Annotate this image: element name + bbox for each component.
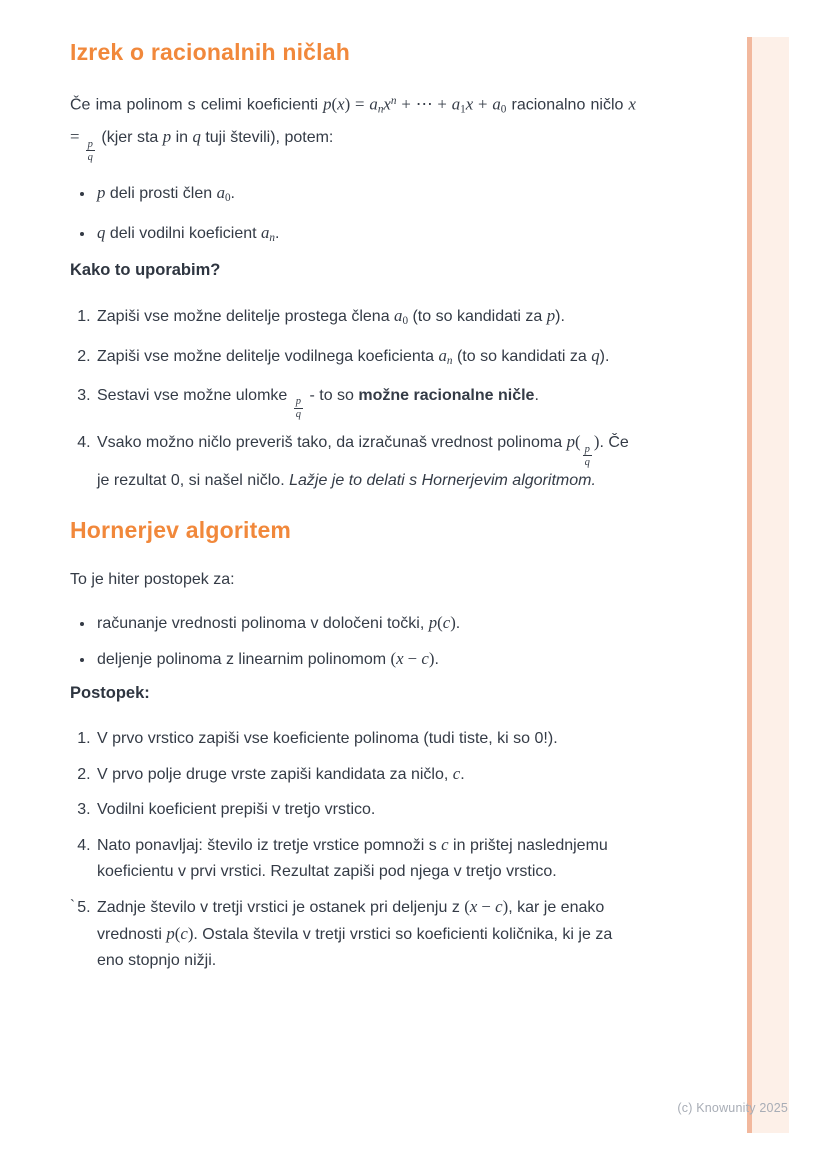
stray-backtick-mark: ` xyxy=(70,897,75,914)
fraction: $\frac{p}{q}$ xyxy=(584,443,590,468)
bullet-item: • p deli prosti člen $a_0$. xyxy=(95,180,636,211)
step-item: 4. Vsako možno ničlo preveriš tako, da izračunaš vrednost polinoma p( $\frac{p}{q}$ ). Če je rezultat 0, si našel ničlo. Lažje je to delati s Hornerjevim algoritmom. xyxy=(95,429,636,493)
bullet-item: • deljenje polinoma z linearnim polinomom (x − c). xyxy=(95,646,636,673)
subheading-kako-to-uporabim: Kako to uporabim? xyxy=(70,261,221,280)
procedure-steps-list xyxy=(70,726,636,974)
decorative-right-stripe xyxy=(747,37,789,1133)
intro-paragraph: Če ima polinom s celimi koeficienti $p(x) = a_nx^n$ + ⋯ + $a_1x + a_0$ racionalno ničlo x = $\frac{p}{q}$ (kjer sta p in q tuji števili), potem: xyxy=(70,94,636,163)
footer-credit: (c) Knowunity 2025 xyxy=(677,1101,788,1115)
theorem-bullet-list xyxy=(70,180,636,251)
fraction: $\frac{p}{q}$ xyxy=(87,138,93,163)
usage-steps-list xyxy=(70,303,636,493)
step-item: 3. Sestavi vse možne ulomke $\frac{p}{q}$ - to so možne racionalne ničle. xyxy=(95,383,636,420)
heading-horner-algorithm: Hornerjev algoritem xyxy=(70,516,292,543)
horner-intro-paragraph: To je hiter postopek za: xyxy=(70,570,235,588)
step-item: 1. Zapiši vse možne delitelje prostega člena $a_0$ (to so kandidati za p). xyxy=(95,303,636,334)
step-item: 5. Zadnje število v tretji vrstici je ostanek pri deljenju z (x − c), kar je enako vrednosti p(c). Ostala števila v tretji vrstici so koeficienti količnika, ki je za eno stopnjo nižji. xyxy=(95,894,636,974)
heading-rational-zeros: Izrek o racionalnih ničlah xyxy=(70,39,350,65)
step-item: 4. Nato ponavljaj: število iz tretje vrstice pomnoži s c in prištej naslednjemu koeficientu v prvi vrstici. Rezultat zapiši pod njega v tretjo vrstico. xyxy=(95,832,636,885)
fraction: $\frac{p}{q}$ xyxy=(295,396,302,421)
step-item: 2. Zapiši vse možne delitelje vodilnega koeficienta $a_n$ (to so kandidati za q). xyxy=(95,343,636,374)
step-item: 2. V prvo polje druge vrste zapiši kandidata za ničlo, c. xyxy=(95,761,636,788)
step-item: 3. Vodilni koeficient prepiši v tretjo vrstico. xyxy=(95,797,636,823)
subheading-postopek: Postopek: xyxy=(70,683,150,702)
step-item: 1. V prvo vrstico zapiši vse koeficiente polinoma (tudi tiste, ki so 0!). xyxy=(95,726,636,752)
bullet-item: • računanje vrednosti polinoma v določeni točki, p(c). xyxy=(95,610,636,637)
bullet-item: • q deli vodilni koeficient $a_n$. xyxy=(95,220,636,251)
document-content xyxy=(70,40,636,986)
horner-bullet-list xyxy=(70,610,636,673)
